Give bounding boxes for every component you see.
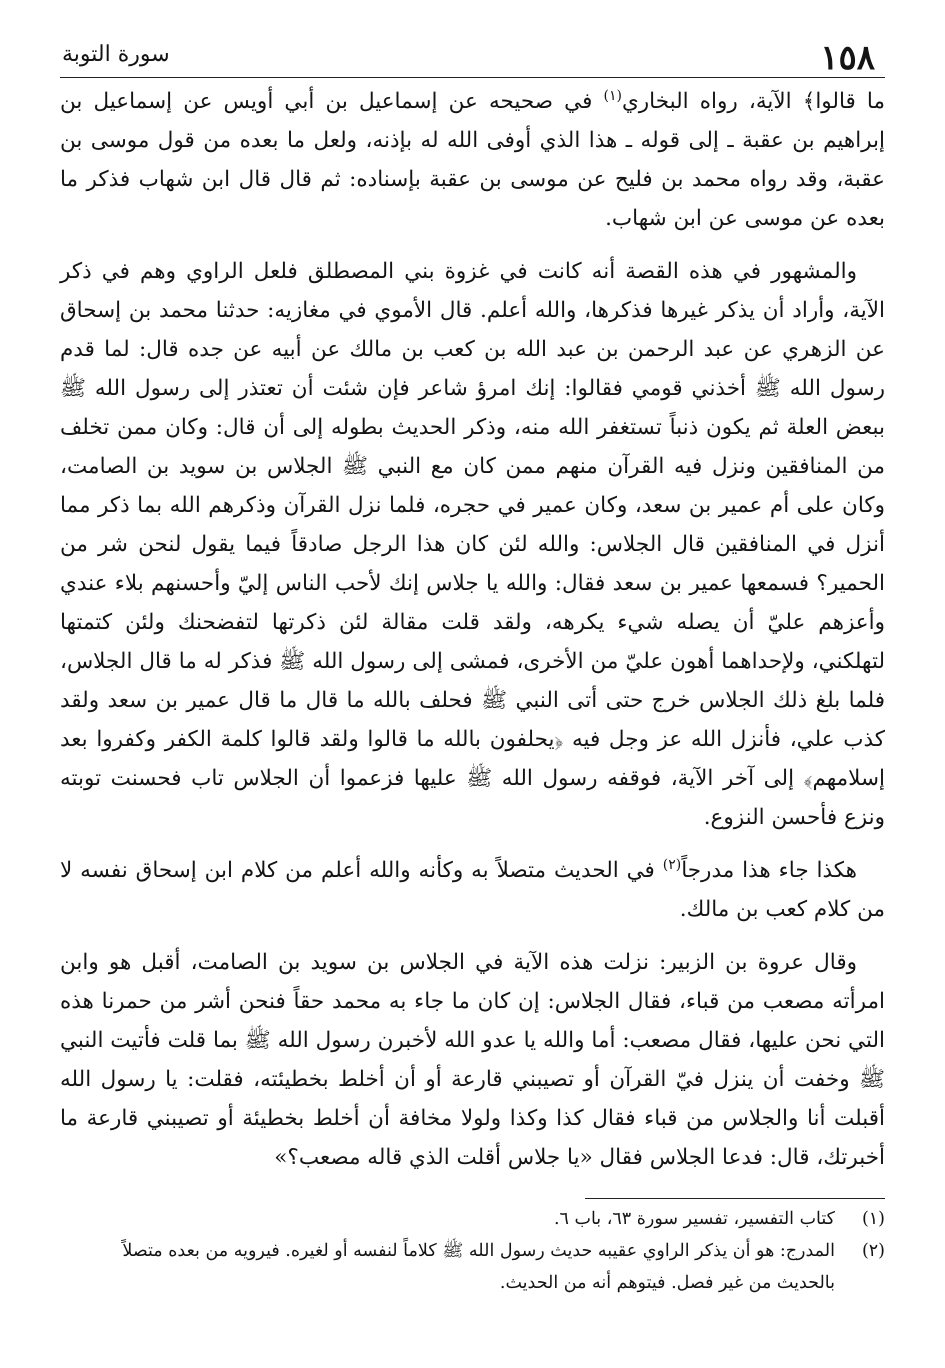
footnote-divider [585,1198,885,1199]
footnote-number: (٢) [861,1241,885,1261]
footnote-marker-1: (١) [603,87,622,104]
paragraph-1-rest: في صحيحه عن إسماعيل بن أبي أويس عن إسماعيل بن إبراهيم بن عقبة ـ إلى قوله ـ هذا الذي أوفى الله له بإذنه، ولعل ما بعده من قول موسى بن عقبة، وقد رواه محمد بن فليح عن موسى بن عقبة بإسناده: ثم قال قال ابن شهاب فذكر ما بعده عن موسى عن ابن شهاب. [60,89,885,231]
paragraph-3-rest: في الحديث متصلاً به وكأنه والله أعلم من كلام ابن إسحاق نفسه لا من كلام كعب بن مالك. [60,858,885,922]
footnotes [60,1203,885,1299]
page-header [60,30,885,80]
paragraph-1 [60,82,885,238]
surah-title: سورة التوبة [62,42,170,67]
footnote-number: (١) [861,1209,885,1229]
footnote-marker-2: (٢) [662,856,682,873]
paragraph-3 [60,851,885,929]
footnote-text: كتاب التفسير، تفسير سورة ٦٣، باب ٦. [553,1209,835,1229]
page-number: ١٥٨ [820,38,875,78]
footnote-text: المدرج: هو أن يذكر الراوي عقيبه حديث رسول الله ﷺ كلاماً لنفسه أو لغيره. فيرويه من بعده متصلاً [122,1241,835,1261]
paragraph-4: وقال عروة بن الزبير: نزلت هذه الآية في الجلاس بن سويد بن الصامت، أقبل هو وابن امرأته مصعب من قباء، فقال الجلاس: إن كان ما جاء به محمد حقاً فنحن أشر من حمرنا هذه التي نحن عليها، فقال مصعب: أما والله يا عدو الله لأخبرن رسول الله ﷺ بما قلت فأتيت النبي ﷺ وخفت أن ينزل فيّ القرآن أو تصيبني قارعة أو أن أخلط بخطيئته، فقلت: يا رسول الله أقبلت أنا والجلاس من قباء فقال كذا وكذا ولولا مخافة أن أخلط بخطيئة أو تصيبني قارعة ما أخبرتك، قال: فدعا الجلاس فقال «يا جلاس أقلت الذي قاله مصعب؟» [60,950,885,1170]
header-divider [60,77,885,78]
paragraph-2: والمشهور في هذه القصة أنه كانت في غزوة بني المصطلق فلعل الراوي وهم في ذكر الآية، وأراد أن يذكر غيرها فذكرها، والله أعلم. قال الأموي في مغازيه: حدثنا محمد بن إسحاق عن الزهري عن عبد الرحمن بن عبد الله بن كعب بن مالك عن أبيه عن جده قال: لما قدم رسول الله ﷺ أخذني قومي فقالوا: إنك امرؤ شاعر فإن شئت أن تعتذر إلى رسول الله ﷺ ببعض العلة ثم يكون ذنباً تستغفر الله منه، وذكر الحديث بطوله إلى أن قال: وكان ممن تخلف من المنافقين ونزل فيه القرآن منهم ممن كان مع النبي ﷺ الجلاس بن سويد بن الصامت، وكان على أم عمير بن سعد، وكان عمير في حجره، فلما نزل القرآن وذكرهم الله بما ذكر مما أنزل في المنافقين قال الجلاس: والله لئن كان هذا الرجل صادقاً فيما يقول لنحن شر من الحمير؟ فسمعها عمير بن سعد فقال: والله يا جلاس إنك لأحب الناس إليّ وأحسنهم بلاء عندي وأعزهم عليّ أن يصله شيء يكرهه، ولقد قلت مقالة لئن ذكرتها لتفضحنك ولئن كتمتها لتهلكني، ولإحداهما أهون عليّ من الأخرى، فمشى إلى رسول الله ﷺ فذكر له ما قال الجلاس، فلما بلغ ذلك الجلاس خرج حتى أتى النبي ﷺ فحلف بالله ما قال ما قال عمير بن سعد ولقد كذب علي، فأنزل الله عز وجل فيه ﴿يحلفون بالله ما قالوا ولقد قالوا كلمة الكفر وكفروا بعد إسلامهم﴾ إلى آخر الآية، فوقفه رسول الله ﷺ عليها فزعموا أن الجلاس تاب فحسنت توبته ونزع فأحسن النزوع. [60,259,885,830]
footnote-2 [60,1235,885,1267]
footnote-1 [60,1203,885,1235]
paragraph-3-text: هكذا جاء هذا مدرجاً [681,858,857,883]
paragraph-1-text: ما قالوا﴾ الآية، رواه البخاري [621,89,885,114]
main-text [60,82,885,1177]
footnote-2-continuation: بالحديث من غير فصل. فيتوهم أنه من الحديث. [499,1273,835,1293]
